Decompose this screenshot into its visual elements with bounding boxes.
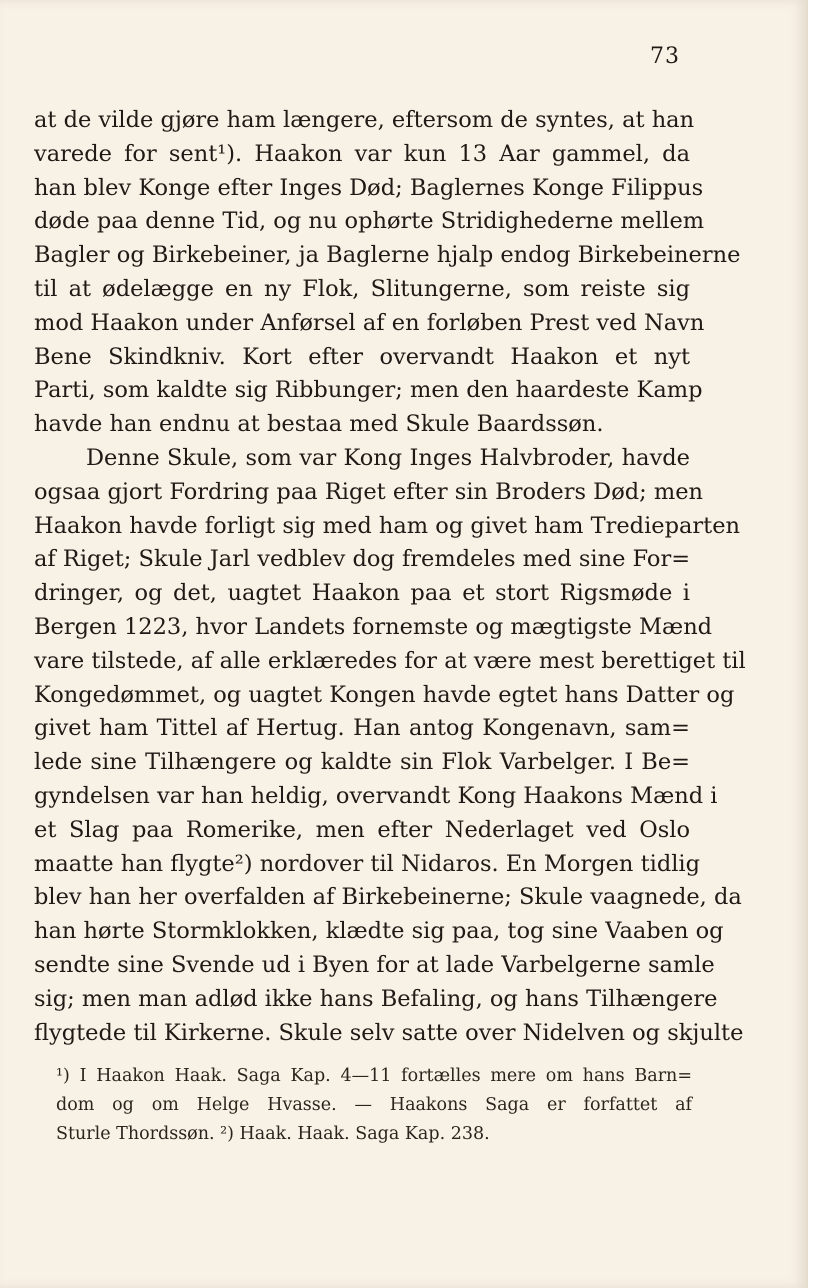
text-line: maatte han flygte²) nordover til Nidaros. En Morgen tidlig — [34, 850, 701, 877]
text-line: flygtede til Kirkerne. Skule selv satte over Nidelven og skjulte — [34, 1019, 744, 1046]
text-line: et Slag paa Romerike, men efter Nederlaget ved Oslo — [34, 816, 690, 843]
footnote-line: ¹) I Haakon Haak. Saga Kap. 4—11 fortælles mere om hans Barn= — [56, 1066, 692, 1086]
text-line: givet ham Tittel af Hertug. Han antog Kongenavn, sam= — [34, 715, 690, 742]
text-line: varede for sent¹). Haakon var kun 13 Aar gammel, da — [34, 140, 690, 167]
page-number: 73 — [650, 44, 680, 69]
text-line: sig; men man adlød ikke hans Befaling, og hans Tilhængere — [34, 985, 718, 1012]
text-line: han blev Konge efter Inges Død; Baglernes Konge Filippus — [34, 174, 704, 201]
text-line: gyndelsen var han heldig, overvandt Kong Haakons Mænd i — [34, 782, 718, 809]
text-line: ogsaa gjort Fordring paa Riget efter sin Broders Død; men — [34, 478, 704, 505]
text-line: han hørte Stormklokken, klædte sig paa, tog sine Vaaben og — [34, 918, 724, 945]
text-line: dringer, og det, uagtet Haakon paa et stort Rigsmøde i — [34, 580, 690, 607]
text-line: Denne Skule, som var Kong Inges Halvbroder, havde — [86, 444, 690, 471]
text-line: af Riget; Skule Jarl vedblev dog fremdeles med sine For= — [34, 546, 691, 573]
text-line: mod Haakon under Anførsel af en forløben Prest ved Navn — [34, 309, 705, 336]
text-line: Bene Skindkniv. Kort efter overvandt Haakon et nyt — [34, 343, 690, 370]
text-line: at de vilde gjøre ham længere, eftersom de syntes, at han — [34, 107, 695, 133]
text-line: Bagler og Birkebeiner, ja Baglerne hjalp endog Birkebeinerne — [34, 242, 741, 269]
text-line: til at ødelægge en ny Flok, Slitungerne, som reiste sig — [34, 275, 690, 302]
text-line: døde paa denne Tid, og nu ophørte Stridighederne mellem — [34, 208, 705, 235]
text-line: havde han endnu at bestaa med Skule Baardssøn. — [34, 411, 604, 438]
text-line: blev han her overfalden af Birkebeinerne; Skule vaagnede, da — [34, 884, 742, 911]
text-line: lede sine Tilhængere og kaldte sin Flok Varbelger. I Be= — [34, 749, 690, 776]
text-line: Haakon havde forligt sig med ham og givet ham Tredieparten — [34, 512, 741, 539]
footnotes — [56, 1062, 692, 1149]
text-line: vare tilstede, af alle erklæredes for at være mest berettiget til — [34, 647, 746, 674]
body-text — [34, 104, 746, 1050]
footnote-line: Sturle Thordssøn. ²) Haak. Haak. Saga Kap. 238. — [56, 1124, 490, 1144]
text-line: Kongedømmet, og uagtet Kongen havde egtet hans Datter og — [34, 681, 735, 708]
text-line: Bergen 1223, hvor Landets fornemste og mægtigste Mænd — [34, 613, 713, 640]
footnote-line: dom og om Helge Hvasse. — Haakons Saga er forfattet af — [56, 1095, 692, 1115]
text-line: Parti, som kaldte sig Ribbunger; men den haardeste Kamp — [34, 377, 703, 404]
text-line: sendte sine Svende ud i Byen for at lade Varbelgerne samle — [34, 951, 715, 978]
